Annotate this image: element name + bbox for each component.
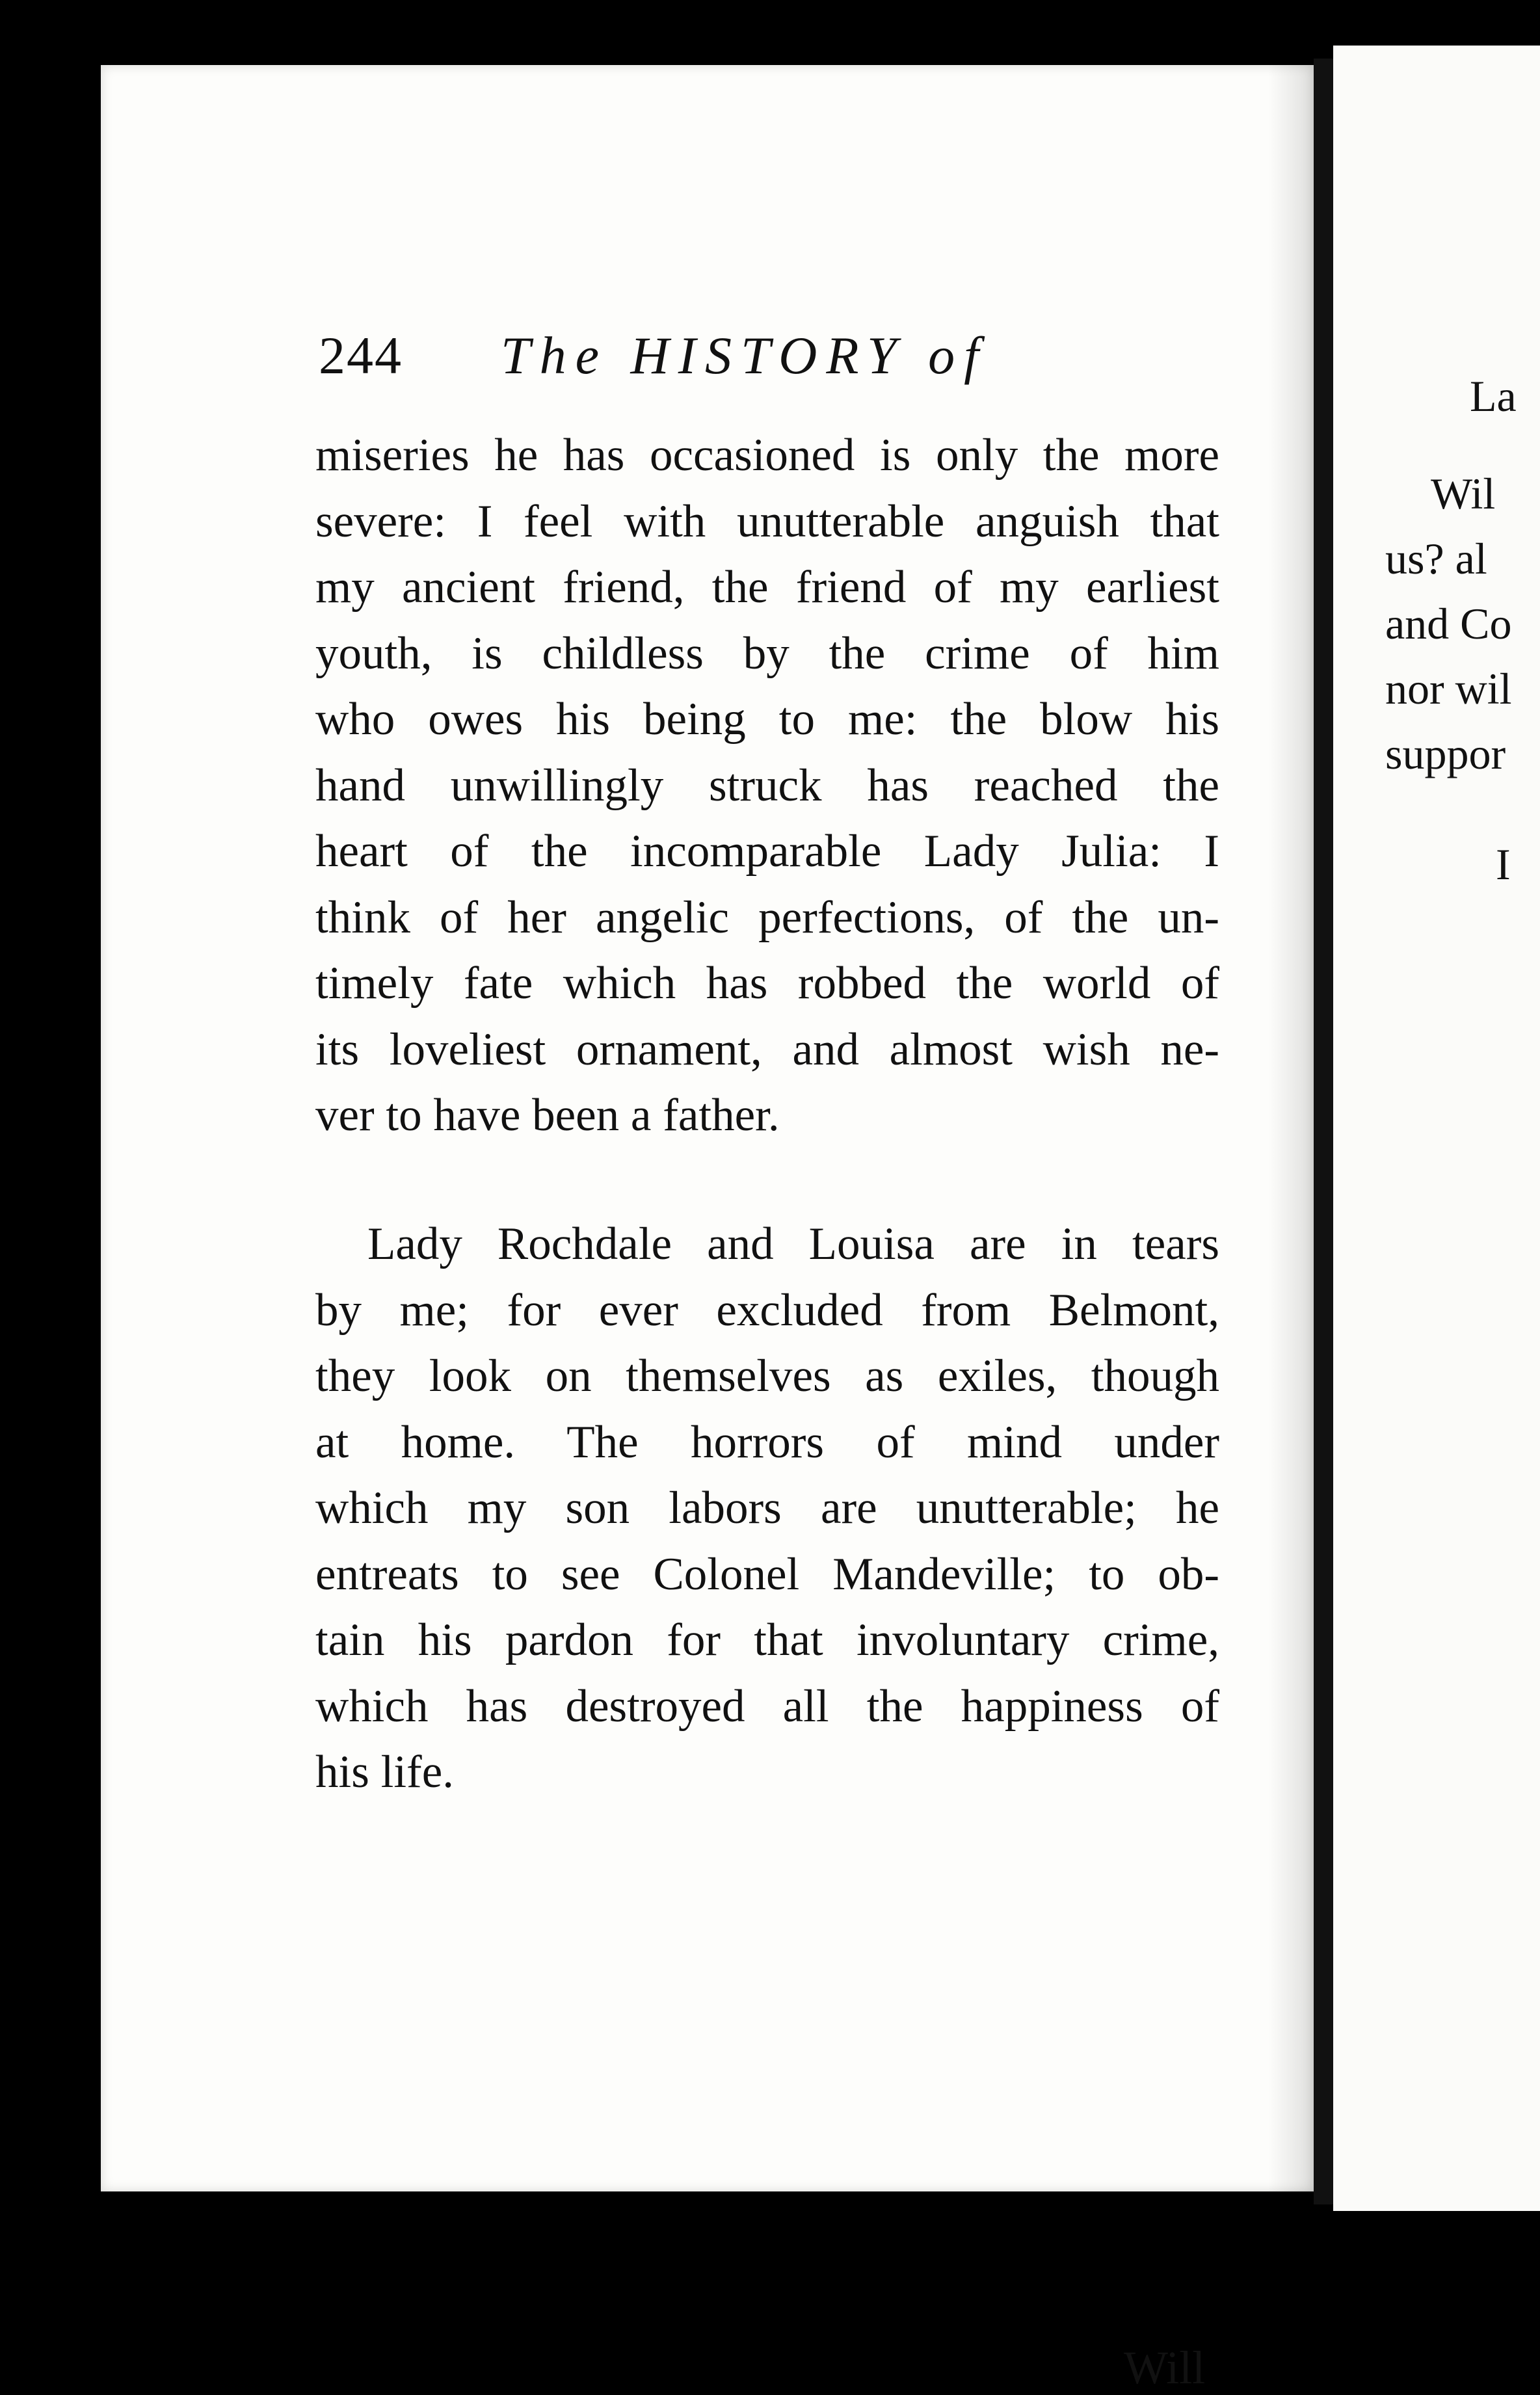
text-line: entreats to see Colonel Mandeville; to ob-	[315, 1548, 1219, 1600]
text-line: at home. The horrors of mind under	[315, 1416, 1219, 1468]
text-line: his life.	[315, 1747, 454, 1797]
text-line: by me; for ever excluded from Belmont,	[315, 1284, 1219, 1336]
facing-page-fragment: us? al	[1385, 534, 1487, 583]
text-line: which my son labors are unutterable; he	[315, 1483, 1219, 1533]
text-line: severe: I feel with unutterable anguish that	[315, 496, 1219, 547]
book-gutter	[1314, 59, 1333, 2204]
running-title: The HISTORY of	[501, 326, 988, 385]
facing-page-fragment: I	[1496, 840, 1511, 889]
text-line: Lady Rochdale and Louisa are in tears	[367, 1219, 1219, 1269]
text-line: ver to have been a father.	[315, 1090, 780, 1141]
paragraph-1	[315, 423, 1219, 1149]
page-fold-shadow	[1268, 65, 1314, 2191]
text-line: which has destroyed all the happiness of	[315, 1680, 1219, 1732]
text-line: think of her angelic perfections, of the un-	[315, 892, 1219, 943]
text-line: tain his pardon for that involuntary crime,	[315, 1615, 1219, 1665]
text-line: timely fate which has robbed the world of	[315, 958, 1219, 1009]
facing-page-fragment: Wil	[1431, 469, 1496, 518]
running-header	[319, 325, 1216, 403]
text-line: who owes his being to me: the blow his	[315, 694, 1219, 745]
facing-page-fragment: and Co	[1385, 599, 1512, 648]
text-line: miseries he has occasioned is only the more	[315, 430, 1219, 481]
paragraph-2	[315, 1211, 1219, 1806]
text-line: its loveliest ornament, and almost wish ne-	[315, 1024, 1219, 1075]
text-line: my ancient friend, the friend of my earliest	[315, 562, 1219, 613]
text-line: heart of the incomparable Lady Julia: I	[315, 826, 1219, 877]
facing-page-fragment: suppor	[1385, 729, 1506, 778]
text-line: hand unwillingly struck has reached the	[315, 760, 1219, 811]
text-line: youth, is childless by the crime of him	[315, 628, 1219, 679]
facing-page-fragment: La	[1470, 371, 1517, 421]
facing-page-fragment: nor wil	[1385, 664, 1512, 713]
page-number: 244	[319, 326, 403, 385]
text-line: they look on themselves as exiles, though	[315, 1351, 1219, 1401]
catchword: Will	[1124, 2342, 1206, 2394]
facing-page	[1333, 46, 1540, 2211]
